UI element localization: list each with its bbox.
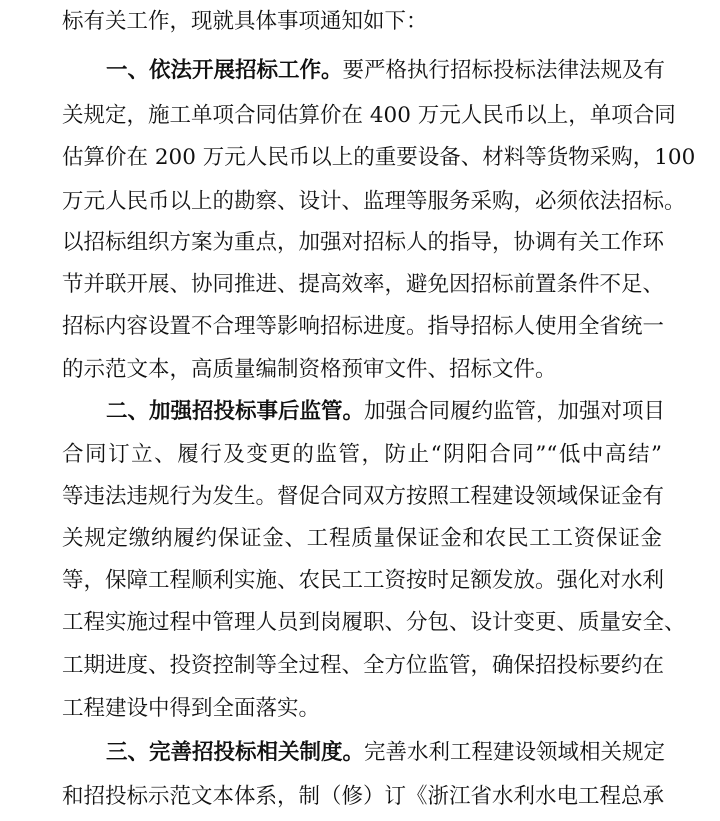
text-line: 的示范文本，高质量编制资格预审文件、招标文件。	[62, 357, 557, 382]
text-line: 等，保障工程顺利实施、农民工工资按时足额发放。强化对水利	[62, 568, 665, 593]
text-line: 工程实施过程中管理人员到岗履职、分包、设计变更、质量安全、	[62, 610, 686, 635]
text-line: 工程建设中得到全面落实。	[62, 696, 321, 721]
text-line: 和招投标示范文本体系，制（修）订《浙江省水利水电工程总承	[62, 784, 665, 809]
section-one-heading: 一、依法开展招标工作。	[106, 58, 343, 83]
section-one-first-line: 一、依法开展招标工作。要严格执行招标投标法律法规及有	[106, 58, 666, 83]
text-line: 招标内容设置不合理等影响招标进度。指导招标人使用全省统一	[62, 314, 665, 339]
text-line: 关规定，施工单项合同估算价在 400 万元人民币以上，单项合同	[62, 103, 676, 128]
text-line: 标有关工作，现就具体事项通知如下：	[62, 9, 428, 34]
text-line: 关规定缴纳履约保证金、工程质量保证金和农民工工资保证金	[62, 526, 662, 551]
section-two-heading: 二、加强招投标事后监管。	[106, 399, 365, 424]
text-line: 合同订立、履行及变更的监管，防止“阴阳合同”“低中高结”	[62, 442, 662, 467]
text-line: 节并联开展、协同推进、提高效率，避免因招标前置条件不足、	[62, 272, 665, 297]
text-line: 万元人民币以上的勘察、设计、监理等服务采购，必须依法招标。	[62, 189, 686, 214]
text-line: 估算价在 200 万元人民币以上的重要设备、材料等货物采购，100	[62, 145, 696, 170]
section-two-first-line: 二、加强招投标事后监管。加强合同履约监管，加强对项目	[106, 399, 666, 424]
text-line: 以招标组织方案为重点，加强对招标人的指导，协调有关工作环	[62, 230, 665, 255]
section-three-first-line: 三、完善招投标相关制度。完善水利工程建设领域相关规定	[106, 740, 666, 765]
text-line: 等违法违规行为发生。督促合同双方按照工程建设领域保证金有	[62, 484, 665, 509]
text-line: 工期进度、投资控制等全过程、全方位监管，确保招投标要约在	[62, 653, 665, 678]
section-three-heading: 三、完善招投标相关制度。	[106, 740, 365, 765]
